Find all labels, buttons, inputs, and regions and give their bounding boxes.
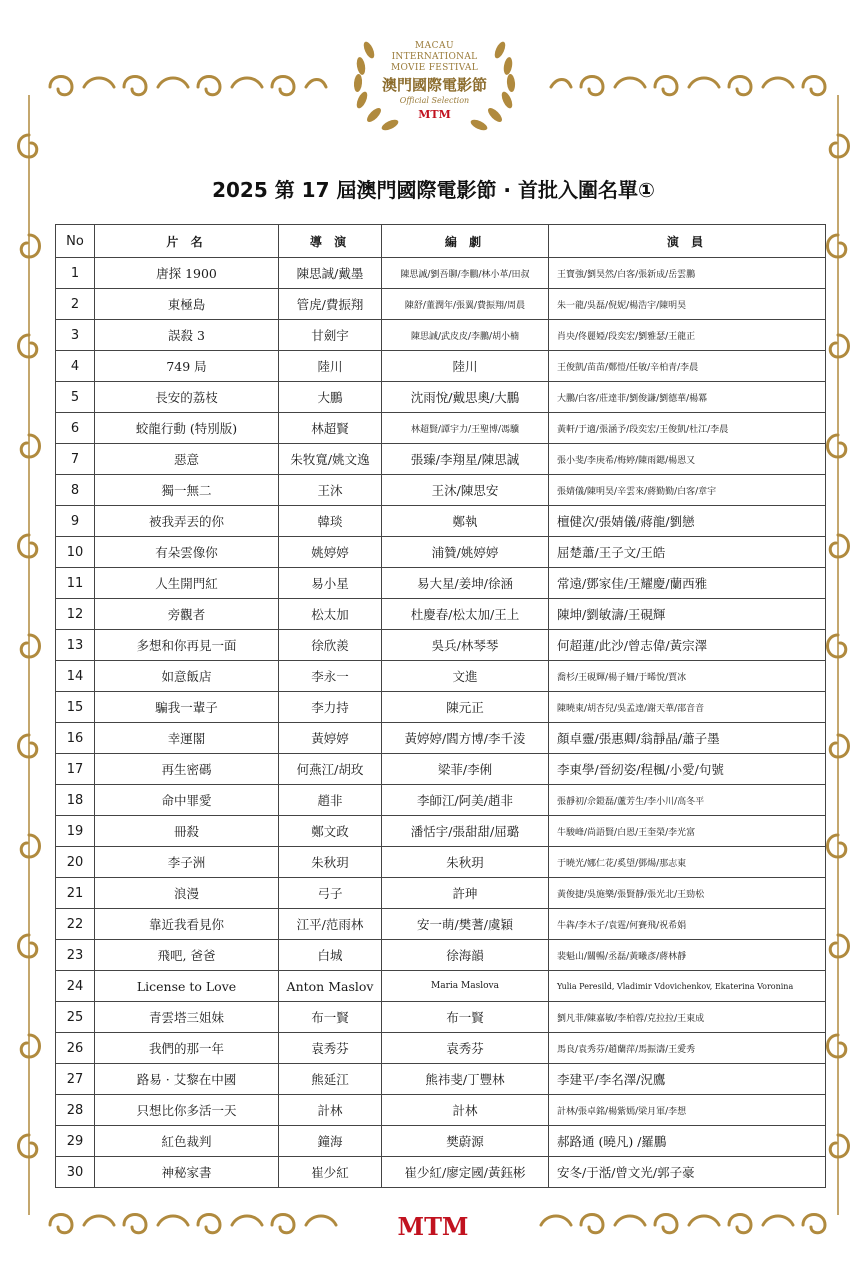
cell-no: 27: [56, 1064, 95, 1095]
cell-director: 布一賢: [279, 1002, 382, 1033]
cell-cast: 王寶強/劉昊然/白客/張新成/岳雲鵬: [549, 258, 826, 289]
cell-director: Anton Maslov: [279, 971, 382, 1002]
table-row: [56, 413, 826, 444]
table-row: [56, 444, 826, 475]
cell-no: 14: [56, 661, 95, 692]
cell-director: 趙非: [279, 785, 382, 816]
cell-no: 29: [56, 1126, 95, 1157]
table-row: [56, 1033, 826, 1064]
header-writer: 編 劇: [382, 225, 549, 258]
cell-writer: 朱秋玥: [382, 847, 549, 878]
table-row: [56, 1095, 826, 1126]
header-no: No: [56, 225, 95, 258]
cell-cast: 安冬/于湉/曾文光/郭子豪: [549, 1157, 826, 1188]
cell-writer: 崔少紅/廖定國/黃鈺彬: [382, 1157, 549, 1188]
cell-writer: 杜慶春/松太加/王上: [382, 599, 549, 630]
cell-title: 誤殺 3: [95, 320, 279, 351]
table-row: [56, 1157, 826, 1188]
ornament-top-left: [40, 65, 330, 105]
cell-cast: 黃俊捷/吳施樂/張賢靜/張光北/王勁松: [549, 878, 826, 909]
cell-title: 靠近我看見你: [95, 909, 279, 940]
cell-title: 幸運閣: [95, 723, 279, 754]
cell-title: 惡意: [95, 444, 279, 475]
cell-no: 19: [56, 816, 95, 847]
cell-writer: 李師江/阿美/趙非: [382, 785, 549, 816]
selection-table: [55, 224, 826, 1188]
cell-no: 21: [56, 878, 95, 909]
cell-director: 何燕江/胡玫: [279, 754, 382, 785]
cell-no: 11: [56, 568, 95, 599]
table-row: [56, 785, 826, 816]
cell-director: 崔少紅: [279, 1157, 382, 1188]
cell-cast: 張靜初/佘鎧磊/蘆芳生/李小川/高冬平: [549, 785, 826, 816]
cell-director: 王沐: [279, 475, 382, 506]
cell-director: 徐欣羨: [279, 630, 382, 661]
cell-writer: 徐海韻: [382, 940, 549, 971]
cell-director: 鄭文政: [279, 816, 382, 847]
cell-writer: 王沐/陳思安: [382, 475, 549, 506]
cell-director: 李永一: [279, 661, 382, 692]
table-row: [56, 1064, 826, 1095]
cell-title: 多想和你再見一面: [95, 630, 279, 661]
header-director: 導 演: [279, 225, 382, 258]
cell-director: 陳思誠/戴墨: [279, 258, 382, 289]
ornament-right-border: [823, 95, 853, 1215]
cell-writer: 陳思誠/劉吾聊/李鵬/林小革/田叔: [382, 258, 549, 289]
cell-no: 15: [56, 692, 95, 723]
table-row: [56, 382, 826, 413]
cell-title: 只想比你多活一天: [95, 1095, 279, 1126]
cell-no: 4: [56, 351, 95, 382]
cell-cast: 張婧儀/陳明昊/辛雲來/蔣勤勤/白客/章宇: [549, 475, 826, 506]
table-row: [56, 754, 826, 785]
cell-writer: 熊祎斐/丁豐林: [382, 1064, 549, 1095]
cell-no: 26: [56, 1033, 95, 1064]
cell-title: License to Love: [95, 971, 279, 1002]
cell-no: 30: [56, 1157, 95, 1188]
table-row: [56, 1126, 826, 1157]
table-row: [56, 258, 826, 289]
cell-writer: 布一賢: [382, 1002, 549, 1033]
cell-title: 再生密碼: [95, 754, 279, 785]
cell-director: 白城: [279, 940, 382, 971]
page-title: 2025 第 17 屆澳門國際電影節 · 首批入圍名單①: [212, 178, 655, 202]
cell-director: 姚婷婷: [279, 537, 382, 568]
table-header-row: [56, 225, 826, 258]
table-row: [56, 289, 826, 320]
cell-cast: 劉凡菲/陳嘉敏/李柏蓉/克拉拉/王東成: [549, 1002, 826, 1033]
cell-title: 東極島: [95, 289, 279, 320]
cell-director: 弓子: [279, 878, 382, 909]
cell-title: 神秘家書: [95, 1157, 279, 1188]
cell-writer: 浦贊/姚婷婷: [382, 537, 549, 568]
cell-no: 28: [56, 1095, 95, 1126]
cell-writer: 黃婷婷/閻方博/李千淩: [382, 723, 549, 754]
cell-no: 22: [56, 909, 95, 940]
cell-director: 易小星: [279, 568, 382, 599]
cell-writer: 沈雨悅/戴思奧/大鵬: [382, 382, 549, 413]
logo-line-macau: MACAU: [414, 41, 455, 51]
cell-title: 紅色裁判: [95, 1126, 279, 1157]
logo-official-selection: Official Selection: [399, 96, 470, 105]
cell-title: 冊殺: [95, 816, 279, 847]
cell-director: 朱牧寬/姚文逸: [279, 444, 382, 475]
cell-writer: Maria Maslova: [382, 971, 549, 1002]
cell-director: 李力持: [279, 692, 382, 723]
logo-line-movie-festival: MOVIE FESTIVAL: [390, 63, 479, 73]
cell-title: 李子洲: [95, 847, 279, 878]
cell-writer: 陳元正: [382, 692, 549, 723]
cell-writer: 梁菲/李俐: [382, 754, 549, 785]
cell-director: 計林: [279, 1095, 382, 1126]
table-row: [56, 878, 826, 909]
cell-writer: 陳思誠/武皮皮/李鵬/胡小楠: [382, 320, 549, 351]
cell-title: 命中罪愛: [95, 785, 279, 816]
table-row: [56, 1002, 826, 1033]
cell-cast: 檀健次/張婧儀/蔣龍/劉戀: [549, 506, 826, 537]
cell-cast: 顏卓靈/張惠卿/翁靜晶/蕭子墨: [549, 723, 826, 754]
festival-laurel-logo: [347, 30, 522, 135]
table-row: [56, 971, 826, 1002]
cell-title: 獨一無二: [95, 475, 279, 506]
table-row: [56, 661, 826, 692]
table-row: [56, 630, 826, 661]
cell-no: 6: [56, 413, 95, 444]
cell-no: 17: [56, 754, 95, 785]
logo-chinese-name: 澳門國際電影節: [381, 76, 487, 94]
table-row: [56, 537, 826, 568]
table-row: [56, 909, 826, 940]
cell-cast: 何超蓮/此沙/曾志偉/黃宗澤: [549, 630, 826, 661]
cell-no: 10: [56, 537, 95, 568]
cell-no: 5: [56, 382, 95, 413]
cell-director: 朱秋玥: [279, 847, 382, 878]
cell-title: 如意飯店: [95, 661, 279, 692]
cell-title: 浪漫: [95, 878, 279, 909]
cell-title: 旁觀者: [95, 599, 279, 630]
cell-writer: 林超賢/譚宇力/王聖博/馮驥: [382, 413, 549, 444]
cell-writer: 安一萌/樊蓍/虞穎: [382, 909, 549, 940]
cell-cast: 李建平/李名澤/況鷹: [549, 1064, 826, 1095]
cell-director: 甘劍宇: [279, 320, 382, 351]
cell-cast: 計林/張卓銘/楊紫嫣/梁月軍/李想: [549, 1095, 826, 1126]
table-row: [56, 506, 826, 537]
cell-writer: 潘恬宇/張甜甜/屈璐: [382, 816, 549, 847]
ornament-bottom-right: [535, 1205, 835, 1245]
ornament-top-right: [545, 65, 835, 105]
table-row: [56, 692, 826, 723]
cell-no: 7: [56, 444, 95, 475]
cell-director: 江平/范雨林: [279, 909, 382, 940]
logo-brand: MTM: [418, 108, 451, 121]
cell-cast: 裴魁山/關暢/丞磊/黃曦彥/蔣林靜: [549, 940, 826, 971]
cell-writer: 計林: [382, 1095, 549, 1126]
cell-writer: 文進: [382, 661, 549, 692]
cell-director: 大鵬: [279, 382, 382, 413]
cell-no: 24: [56, 971, 95, 1002]
logo-line-international: INTERNATIONAL: [391, 52, 478, 62]
cell-cast: 張小斐/李庚希/梅婷/陳雨鍶/楊恩又: [549, 444, 826, 475]
cell-no: 13: [56, 630, 95, 661]
cell-title: 路易 · 艾黎在中國: [95, 1064, 279, 1095]
cell-cast: 黃軒/于適/張涵予/段奕宏/王俊凱/杜江/李晨: [549, 413, 826, 444]
cell-cast: 陳曉東/胡杏兒/吳孟達/謝天華/邵音音: [549, 692, 826, 723]
cell-title: 749 局: [95, 351, 279, 382]
ornament-bottom-left: [40, 1205, 340, 1245]
cell-writer: 易大星/姜坤/徐涵: [382, 568, 549, 599]
cell-no: 25: [56, 1002, 95, 1033]
cell-title: 人生開門紅: [95, 568, 279, 599]
cell-no: 12: [56, 599, 95, 630]
cell-cast: 常遠/鄧家佳/王耀慶/蘭西雅: [549, 568, 826, 599]
cell-no: 23: [56, 940, 95, 971]
cell-cast: 喬杉/王硯輝/楊子姍/于晞悅/賈冰: [549, 661, 826, 692]
cell-no: 18: [56, 785, 95, 816]
cell-title: 被我弄丟的你: [95, 506, 279, 537]
table-row: [56, 351, 826, 382]
cell-cast: 馬良/袁秀芬/趙蘭萍/馬振濤/王愛秀: [549, 1033, 826, 1064]
cell-cast: 王俊凱/苗苗/鄭愷/任敏/辛柏青/李晨: [549, 351, 826, 382]
table-row: [56, 568, 826, 599]
cell-director: 袁秀芬: [279, 1033, 382, 1064]
cell-cast: 肖央/佟麗婭/段奕宏/劉雅瑟/王龍正: [549, 320, 826, 351]
cell-cast: 大鵬/白客/莊達菲/劉俊謙/劉德華/楊冪: [549, 382, 826, 413]
cell-title: 騙我一輩子: [95, 692, 279, 723]
cell-no: 2: [56, 289, 95, 320]
cell-writer: 陸川: [382, 351, 549, 382]
cell-title: 青雲塔三姐妹: [95, 1002, 279, 1033]
cell-cast: 屈楚蕭/王子文/王皓: [549, 537, 826, 568]
cell-writer: 袁秀芬: [382, 1033, 549, 1064]
cell-title: 唐探 1900: [95, 258, 279, 289]
table-row: [56, 940, 826, 971]
cell-no: 9: [56, 506, 95, 537]
cell-no: 1: [56, 258, 95, 289]
cell-director: 管虎/費振翔: [279, 289, 382, 320]
cell-director: 林超賢: [279, 413, 382, 444]
cell-title: 有朵雲像你: [95, 537, 279, 568]
cell-director: 陸川: [279, 351, 382, 382]
cell-writer: 樊蔚源: [382, 1126, 549, 1157]
cell-writer: 吳兵/林琴琴: [382, 630, 549, 661]
cell-no: 16: [56, 723, 95, 754]
cell-cast: 牛駿峰/尚語賢/白恩/王奎榮/李光富: [549, 816, 826, 847]
header-cast: 演 員: [549, 225, 826, 258]
cell-director: 黃婷婷: [279, 723, 382, 754]
cell-title: 長安的荔枝: [95, 382, 279, 413]
cell-writer: 鄭執: [382, 506, 549, 537]
cell-director: 熊延江: [279, 1064, 382, 1095]
cell-cast: Yulia Peresild, Vladimir Vdovichenkov, Ekaterina Voronina: [549, 971, 826, 1002]
ornament-left-border: [14, 95, 44, 1215]
table-row: [56, 475, 826, 506]
cell-title: 蛟龍行動 (特別版): [95, 413, 279, 444]
cell-cast: 郝路通 (曉凡) /羅鵬: [549, 1126, 826, 1157]
cell-no: 20: [56, 847, 95, 878]
footer-brand-logo: MTM: [397, 1212, 469, 1241]
cell-cast: 于曉光/娜仁花/奚望/鄧煬/那志東: [549, 847, 826, 878]
table-row: [56, 599, 826, 630]
cell-writer: 張臻/李翔星/陳思誠: [382, 444, 549, 475]
table-row: [56, 320, 826, 351]
cell-writer: 陳舒/董潤年/張翼/費振翔/周晨: [382, 289, 549, 320]
header-title: 片 名: [95, 225, 279, 258]
table-row: [56, 816, 826, 847]
cell-cast: 李東學/晉紉姿/程楓/小愛/句號: [549, 754, 826, 785]
cell-cast: 牛犇/李木子/袁霆/何賽飛/祝希娟: [549, 909, 826, 940]
table-row: [56, 723, 826, 754]
cell-director: 松太加: [279, 599, 382, 630]
cell-writer: 許珅: [382, 878, 549, 909]
cell-director: 鐘海: [279, 1126, 382, 1157]
cell-title: 我們的那一年: [95, 1033, 279, 1064]
cell-title: 飛吧, 爸爸: [95, 940, 279, 971]
table-row: [56, 847, 826, 878]
cell-director: 韓琰: [279, 506, 382, 537]
cell-no: 8: [56, 475, 95, 506]
cell-cast: 朱一龍/吳磊/倪妮/楊浩宇/陳明昊: [549, 289, 826, 320]
cell-cast: 陳坤/劉敏濤/王硯輝: [549, 599, 826, 630]
cell-no: 3: [56, 320, 95, 351]
